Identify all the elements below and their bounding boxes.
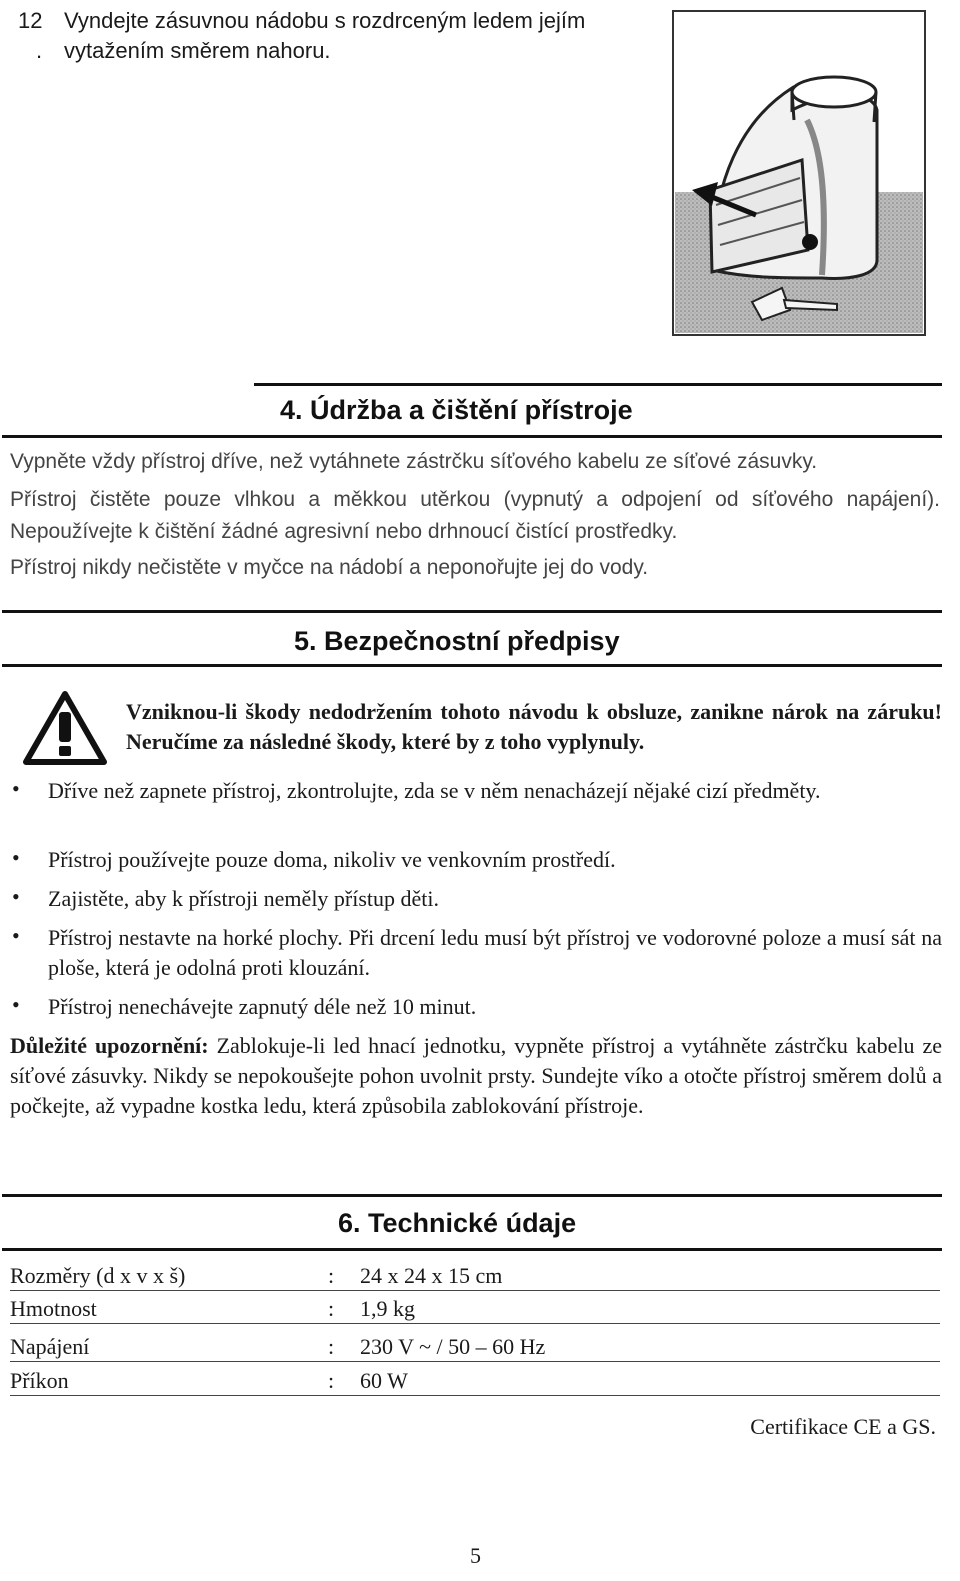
- bullet-3-text: Zajistěte, aby k přístroji neměly přístup děti.: [48, 886, 440, 911]
- step-text-line2: vytažením směrem nahoru.: [64, 38, 331, 63]
- section4-top-rule: [254, 383, 942, 386]
- section4-paragraph-2: Přístroj čistěte pouze vlhkou a měkkou utěrkou (vypnutý a odpojení od síťového napájení). Nepoužívejte k čištění žádné agresivní nebo drhnoucí čistící prostředky.: [10, 488, 940, 543]
- spec-separator: :: [328, 1368, 335, 1393]
- warning-text: Vzniknou-li škody nedodržením tohoto návodu k obsluze, zanikne nárok na záruku! Neručíme za následné škody, které by z toho vyplynuly.: [126, 699, 942, 754]
- section4-title: 4. Údržba a čištění přístroje: [280, 395, 633, 425]
- ice-crusher-illustration: [672, 10, 926, 336]
- section6-top-rule: [2, 1194, 942, 1197]
- section5-bottom-rule: [2, 664, 942, 667]
- spec-label: Napájení: [10, 1334, 90, 1359]
- bullet-5-marker: [12, 992, 20, 1018]
- bullet-3-marker: [12, 884, 20, 910]
- spec-label: Hmotnost: [10, 1296, 97, 1321]
- spec-value: 24 x 24 x 15 cm: [360, 1263, 503, 1288]
- certification-text: Certifikace CE a GS.: [750, 1414, 936, 1439]
- section5-title: 5. Bezpečnostní předpisy: [294, 626, 620, 656]
- spec-label: Rozměry (d x v x š): [10, 1263, 186, 1288]
- step-number-dot: .: [36, 38, 43, 63]
- important-notice-label: Důležité upozornění:: [10, 1033, 209, 1058]
- bullet-2-text: Přístroj používejte pouze doma, nikoliv ve venkovním prostředí.: [48, 847, 616, 872]
- section4-paragraph-1: Vypněte vždy přístroj dříve, než vytáhnete zástrčku síťového kabelu ze síťové zásuvky.: [10, 450, 818, 473]
- important-notice-text: Zablokuje-li led hnací jednotku, vypněte přístroj a vytáhněte zástrčku kabelu ze síťové zásuvky. Nikdy se nepokoušejte pohon uvolnit prsty. Sundejte víko a otočte přístroj směrem dolů a počkejte, až vypadne kostka ledu, která způsobila zablokování přístroje.: [10, 1033, 942, 1118]
- spec-label: Příkon: [10, 1368, 69, 1393]
- bullet-4-marker: [12, 923, 20, 949]
- bullet-4-text: Přístroj nestavte na horké plochy. Při drcení ledu musí být přístroj ve vodorovné poloze a musí sát na ploše, která je odolná proti klouzání.: [48, 925, 942, 980]
- spec-row: [10, 1366, 940, 1396]
- bullet-1-text: Dříve než zapnete přístroj, zkontrolujte, zda se v něm nenacházejí nějaké cizí předměty.: [48, 778, 821, 803]
- spec-value: 1,9 kg: [360, 1296, 415, 1321]
- spec-value: 60 W: [360, 1368, 408, 1393]
- page-number: 5: [470, 1543, 481, 1568]
- spec-separator: :: [328, 1296, 335, 1321]
- spec-row: [10, 1261, 940, 1291]
- important-notice: [10, 1031, 942, 1121]
- section4-bottom-rule: [2, 435, 942, 438]
- spec-row: [10, 1294, 940, 1324]
- spec-row: [10, 1332, 940, 1362]
- step-text-line1: Vyndejte zásuvnou nádobu s rozdrceným ledem jejím: [64, 8, 586, 33]
- step-number: 12: [18, 8, 43, 33]
- section4-paragraph-3: Přístroj nikdy nečistěte v myčce na nádobí a neponořujte jej do vody.: [10, 556, 649, 579]
- spec-separator: :: [328, 1334, 335, 1359]
- bullet-2-marker: [12, 845, 20, 871]
- bullet-5-text: Přístroj nenechávejte zapnutý déle než 10 minut.: [48, 994, 477, 1019]
- spec-separator: :: [328, 1263, 335, 1288]
- bullet-1-marker: [12, 776, 20, 802]
- section6-title: 6. Technické údaje: [338, 1208, 577, 1238]
- spec-value: 230 V ~ / 50 – 60 Hz: [360, 1334, 546, 1359]
- section5-top-rule: [2, 610, 942, 613]
- section6-bottom-rule: [2, 1248, 942, 1251]
- warning-triangle-icon: [22, 690, 108, 766]
